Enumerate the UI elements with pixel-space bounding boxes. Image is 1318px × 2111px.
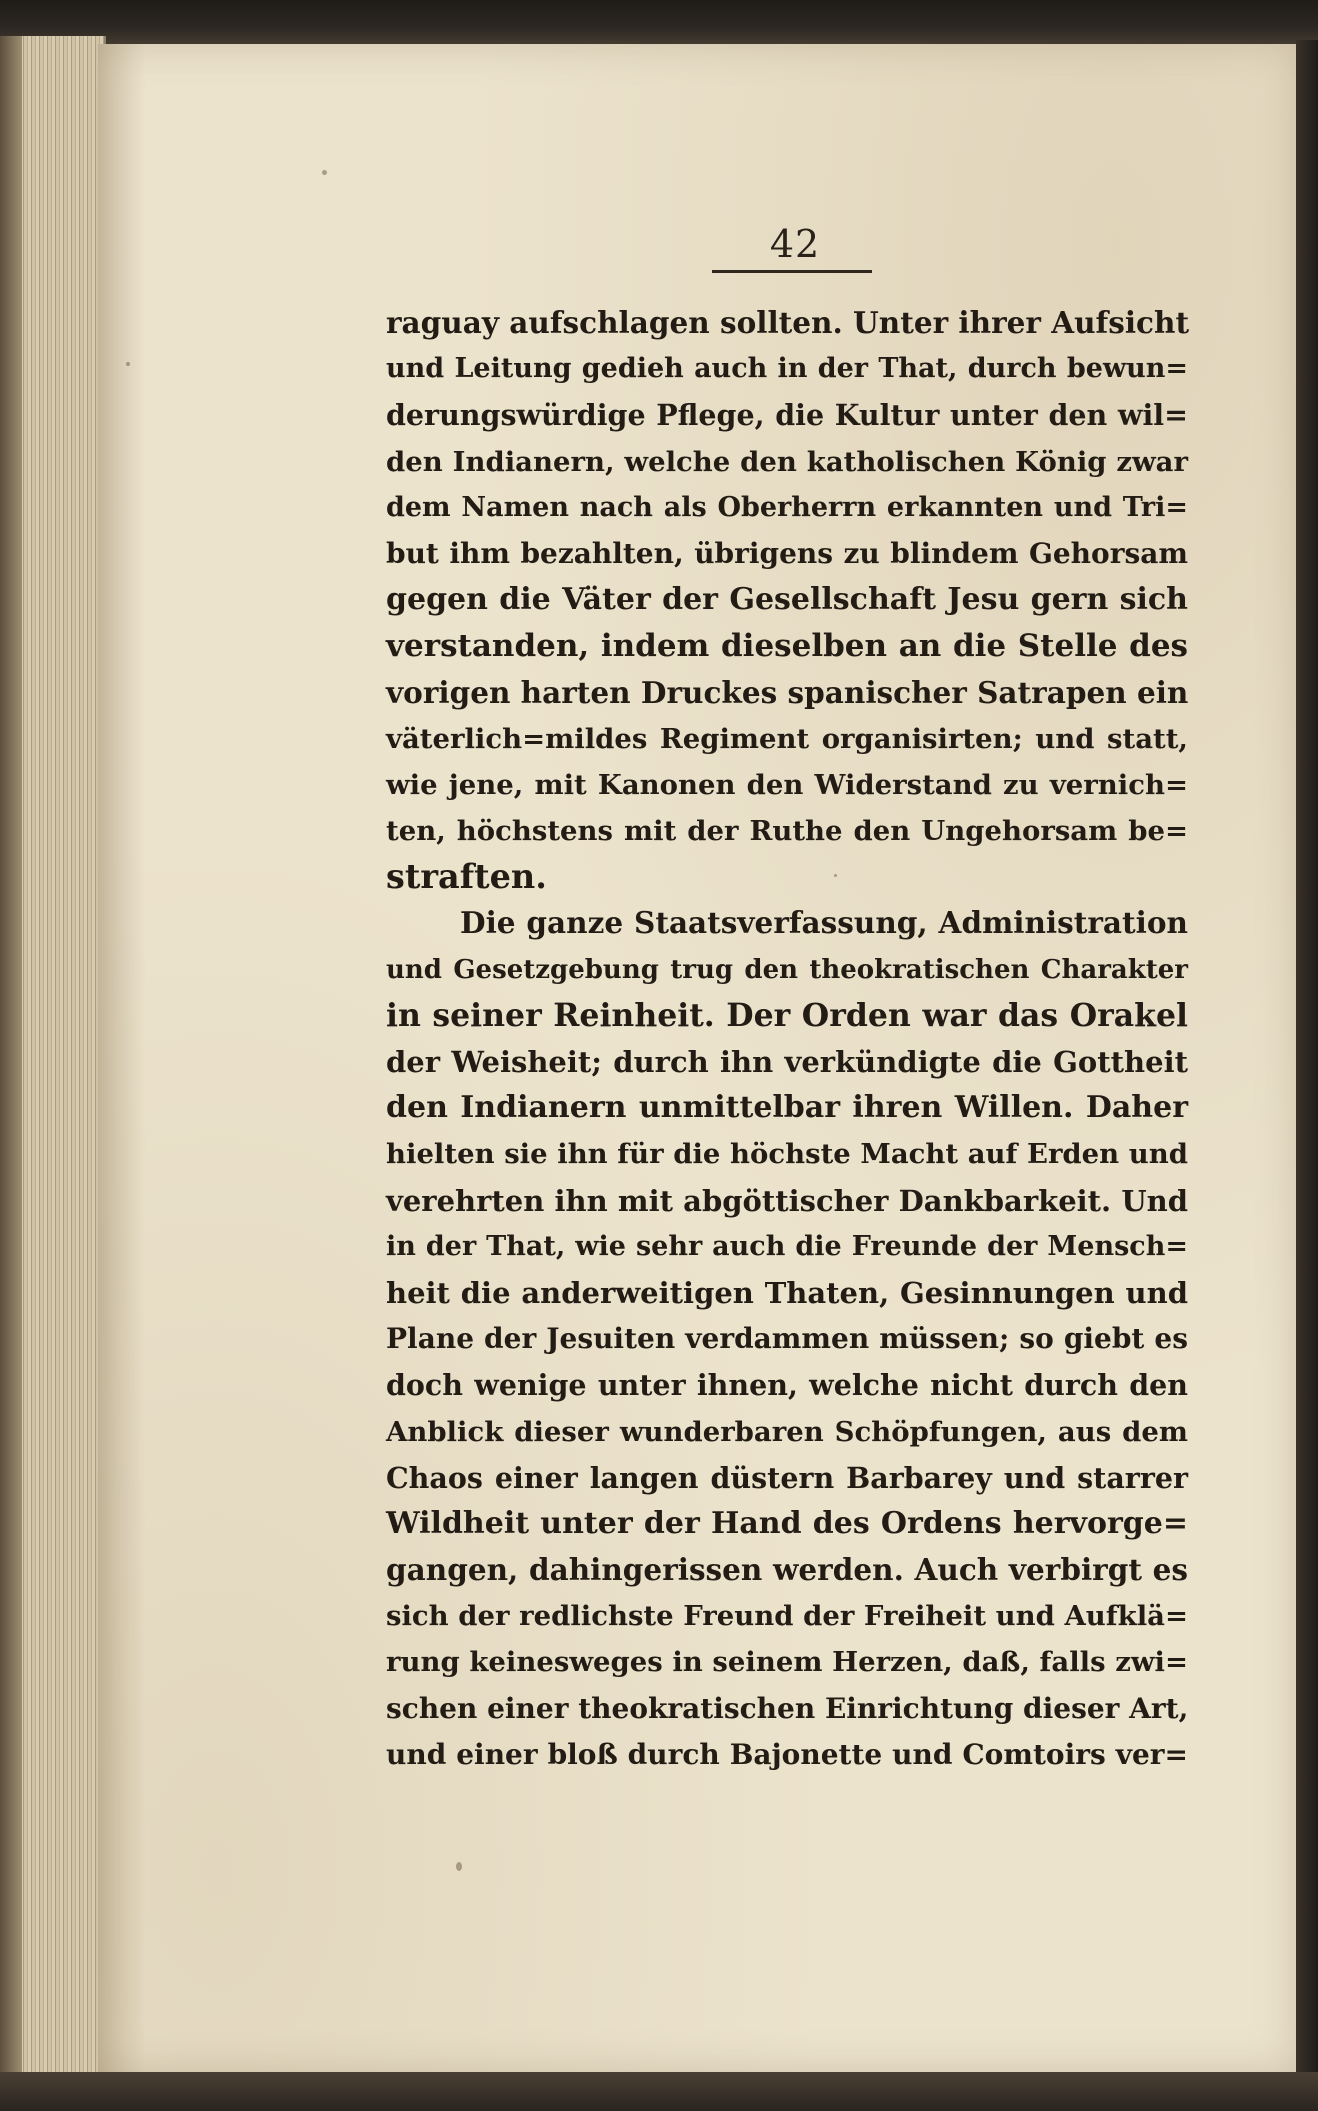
paragraph-2: [386, 900, 1188, 1778]
text-line: in der That, wie sehr auch die Freunde der Mensch=: [386, 1230, 1188, 1262]
text-line: doch wenige unter ihnen, welche nicht durch den: [386, 1368, 1188, 1403]
text-line: Die ganze Staatsverfassung, Administration: [460, 905, 1188, 941]
binding-top-edge: [0, 0, 1318, 48]
text-line: hielten sie ihn für die höchste Macht auf Erden und: [386, 1138, 1188, 1171]
text-line: but ihm bezahlten, übrigens zu blindem Gehorsam: [386, 536, 1188, 570]
text-line: den Indianern unmittelbar ihren Willen. Daher: [386, 1090, 1188, 1126]
text-line: ten, höchstens mit der Ruthe den Ungehorsam be=: [386, 815, 1188, 848]
text-line: gangen, dahingerissen werden. Auch verbirgt es: [386, 1552, 1188, 1588]
text-line: raguay aufschlagen sollten. Unter ihrer Aufsicht: [386, 305, 1190, 340]
text-line: Plane der Jesuiten verdammen müssen; so giebt es: [386, 1322, 1188, 1356]
text-line: Wildheit unter der Hand des Ordens hervorge=: [386, 1505, 1188, 1541]
text-line: sich der redlichste Freund der Freiheit und Aufklä=: [386, 1600, 1188, 1633]
text-line: Chaos einer langen düstern Barbarey und starrer: [386, 1460, 1188, 1495]
page-number: 42: [769, 222, 821, 266]
text-line: derungswürdige Pflege, die Kultur unter den wil=: [386, 398, 1188, 433]
page-number-rule: [712, 270, 872, 273]
paragraph-1: [386, 300, 1188, 900]
text-line: Anblick dieser wunderbaren Schöpfungen, aus dem: [386, 1415, 1188, 1448]
text-line: verstanden, indem dieselben an die Stelle des: [386, 628, 1188, 665]
text-line: und Gesetzgebung trug den theokratischen Charakter: [386, 954, 1188, 985]
right-edge: [1296, 40, 1318, 2080]
text-line: straften.: [386, 857, 547, 897]
body-text: [386, 300, 1188, 1778]
page-stack-edge: [0, 36, 106, 2076]
text-line: der Weisheit; durch ihn verkündigte die Gottheit: [386, 1045, 1188, 1079]
text-line: gegen die Väter der Gesellschaft Jesu gern sich: [386, 582, 1188, 618]
text-line: wie jene, mit Kanonen den Widerstand zu vernich=: [386, 768, 1188, 801]
text-line: den Indianern, welche den katholischen König zwar: [386, 445, 1188, 478]
text-line: dem Namen nach als Oberherrn erkannten und Tri=: [386, 491, 1188, 523]
text-line: in seiner Reinheit. Der Orden war das Orakel: [386, 996, 1188, 1034]
text-line: verehrten ihn mit abgöttischer Dankbarkeit. Und: [386, 1183, 1188, 1218]
text-line: und Leitung gedieh auch in der That, durch bewun=: [386, 353, 1188, 385]
bottom-edge: [0, 2072, 1318, 2111]
text-line: vorigen harten Druckes spanischer Satrapen ein: [386, 674, 1189, 710]
text-line: rung keinesweges in seinem Herzen, daß, falls zwi=: [386, 1646, 1188, 1679]
text-line: schen einer theokratischen Einrichtung dieser Art,: [386, 1691, 1189, 1725]
text-line: väterlich=mildes Regiment organisirten; und statt,: [386, 722, 1188, 755]
text-line: heit die anderweitigen Thaten, Gesinnungen und: [386, 1275, 1188, 1310]
text-line: und einer bloß durch Bajonette und Comtoirs ver=: [386, 1737, 1188, 1771]
